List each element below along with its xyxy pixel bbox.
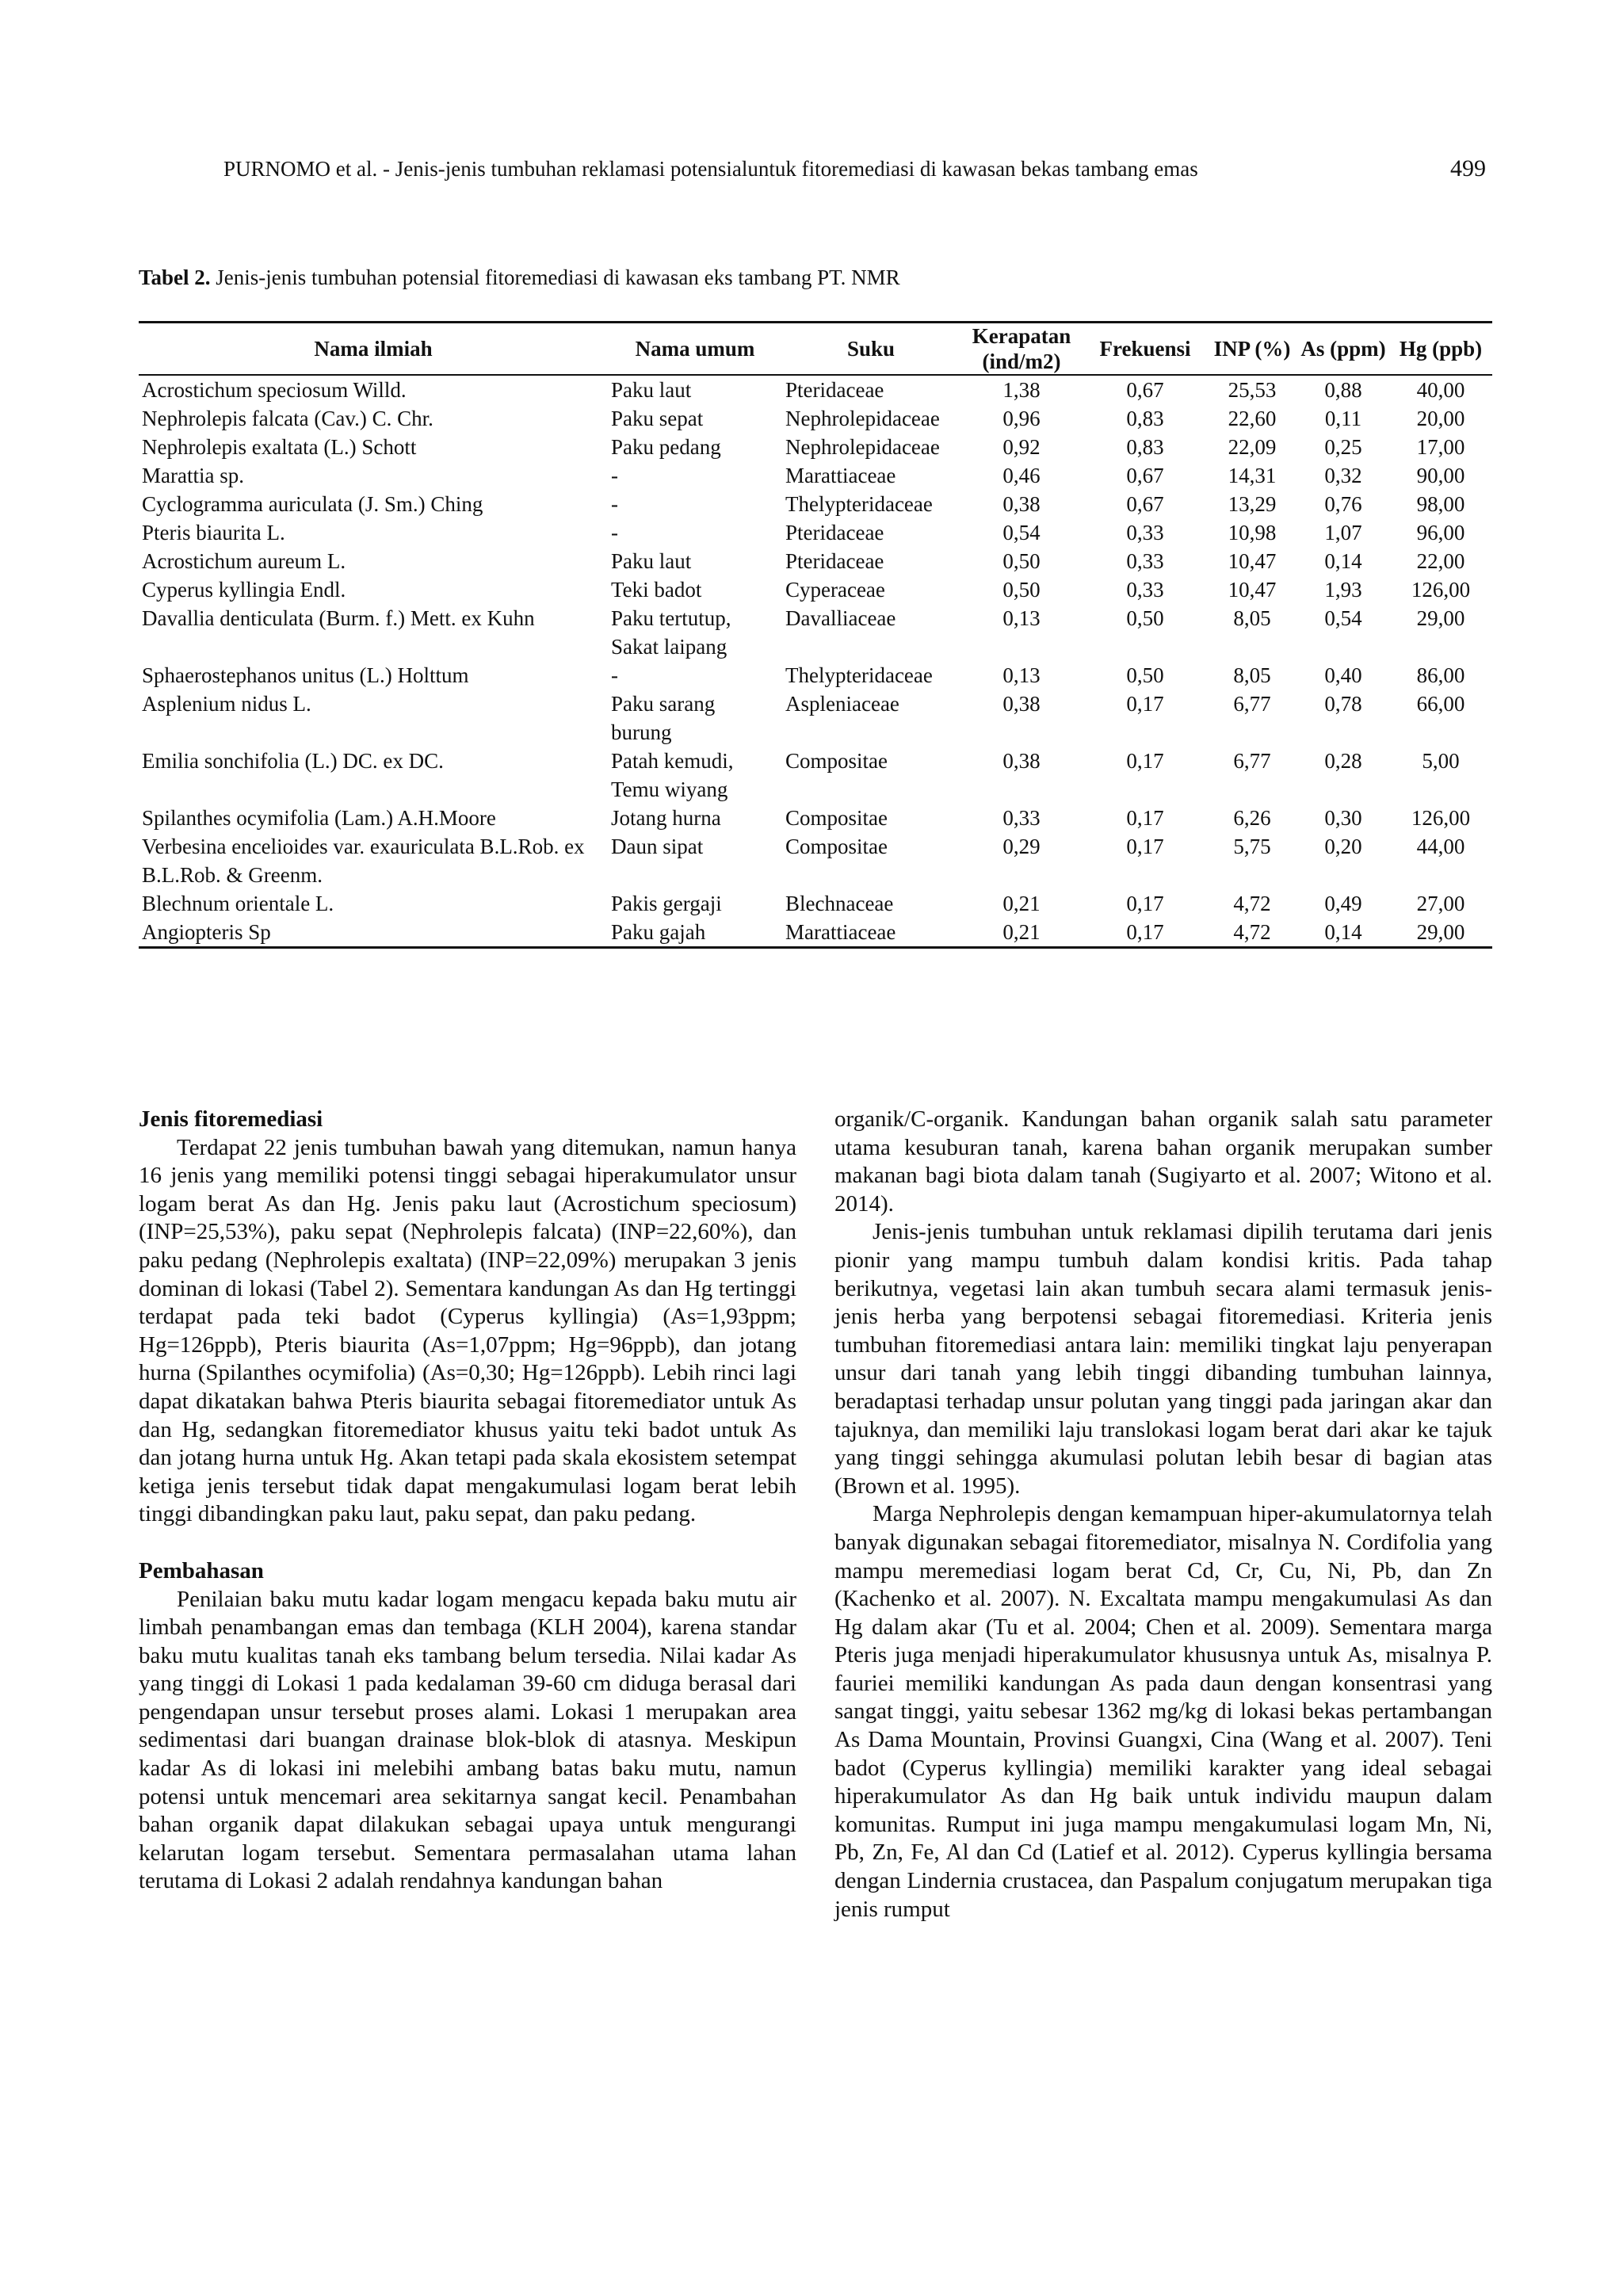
table-cell-freq: 0,33: [1126, 549, 1164, 573]
table-cell-hg: 27,00: [1416, 892, 1465, 915]
table-cell-inp: 4,72: [1233, 892, 1271, 915]
table-cell-freq: 0,67: [1126, 464, 1164, 487]
column-header: Suku: [846, 337, 896, 361]
table-cell-common: Paku tertutup, Sakat laipang: [611, 606, 731, 659]
table-cell-family: Pteridaceae: [785, 549, 884, 573]
table-cell-freq: 0,17: [1126, 692, 1164, 716]
column-header: Hg (ppb): [1399, 337, 1483, 361]
table-row: [139, 690, 1492, 747]
table-cell-freq: 0,67: [1126, 492, 1164, 516]
table-cell-name: Blechnum orientale L.: [142, 892, 334, 915]
table-cell-hg: 5,00: [1422, 749, 1460, 773]
table-cell-density: 0,46: [1002, 464, 1041, 487]
table-cell-family: Compositae: [785, 835, 888, 858]
table-cell-density: 0,33: [1002, 806, 1041, 830]
table-cell-family: Thelypteridaceae: [785, 663, 933, 687]
table-cell-inp: 14,31: [1228, 464, 1277, 487]
right-text-column: [834, 1106, 1492, 1924]
table-cell-inp: 6,77: [1233, 749, 1271, 773]
table-cell-freq: 0,50: [1126, 606, 1164, 630]
table-cell-name: Acrostichum aureum L.: [142, 549, 346, 573]
table-cell-family: Pteridaceae: [785, 378, 884, 402]
table-cell-freq: 0,17: [1126, 749, 1164, 773]
table-cell-hg: 86,00: [1416, 663, 1465, 687]
table-cell-as: 0,54: [1324, 606, 1362, 630]
table-cell-common: Paku sepat: [611, 407, 704, 430]
table-cell-family: Nephrolepidaceae: [785, 435, 940, 459]
table-cell-density: 0,38: [1002, 749, 1041, 773]
table-cell-freq: 0,17: [1126, 806, 1164, 830]
table-cell-freq: 0,33: [1126, 521, 1164, 544]
table-cell-family: Thelypteridaceae: [785, 492, 933, 516]
table-cell-as: 0,14: [1324, 920, 1362, 944]
table-row: [139, 747, 1492, 804]
table-row: [139, 889, 1492, 918]
table-cell-freq: 0,17: [1126, 920, 1164, 944]
table-cell-name: Davallia denticulata (Burm. f.) Mett. ex Kuhn: [142, 606, 535, 630]
table-cell-freq: 0,17: [1126, 835, 1164, 858]
paragraph: organik/C-organik. Kandungan bahan organik salah satu parameter utama kesuburan tanah, karena bahan organik merupakan sumber makanan bagi biota dalam tanah (Sugiyarto et al. 2007; Witono et al. 2014).: [834, 1106, 1492, 1217]
table-cell-as: 0,40: [1324, 663, 1362, 687]
table-row: [139, 375, 1492, 404]
column-header: Nama umum: [635, 337, 755, 361]
table-cell-as: 1,07: [1324, 521, 1362, 544]
page-number: 499: [1450, 155, 1486, 181]
table-cell-name: Sphaerostephanos unitus (L.) Holttum: [142, 663, 469, 687]
table-cell-density: 0,13: [1002, 663, 1041, 687]
table-cell-family: Compositae: [785, 806, 888, 830]
table-cell-density: 0,50: [1002, 549, 1041, 573]
table-row: [139, 804, 1492, 832]
column-header: As (ppm): [1300, 337, 1386, 361]
table-cell-freq: 0,83: [1126, 407, 1164, 430]
table-cell-name: Emilia sonchifolia (L.) DC. ex DC.: [142, 749, 444, 773]
table-cell-common: Paku laut: [611, 378, 692, 402]
table-cell-hg: 126,00: [1411, 806, 1471, 830]
table-cell-family: Nephrolepidaceae: [785, 407, 940, 430]
table-cell-common: Paku gajah: [611, 920, 706, 944]
column-header: Nama ilmiah: [314, 337, 433, 361]
table-cell-common: Paku laut: [611, 549, 692, 573]
table-cell-family: Aspleniaceae: [785, 692, 899, 716]
table-row: [139, 461, 1492, 490]
table-cell-family: Marattiaceae: [785, 920, 896, 944]
table-caption-text: Jenis-jenis tumbuhan potensial fitoremediasi di kawasan eks tambang PT. NMR: [210, 266, 900, 289]
table-cell-density: 0,38: [1002, 492, 1041, 516]
table-cell-density: 0,29: [1002, 835, 1041, 858]
table-cell-hg: 90,00: [1416, 464, 1465, 487]
table-cell-freq: 0,83: [1126, 435, 1164, 459]
table-cell-hg: 22,00: [1416, 549, 1465, 573]
table-cell-name: Cyclogramma auriculata (J. Sm.) Ching: [142, 492, 483, 516]
table-cell-hg: 20,00: [1416, 407, 1465, 430]
table-cell-family: Blechnaceae: [785, 892, 894, 915]
table-cell-name: Cyperus kyllingia Endl.: [142, 578, 346, 602]
table-cell-family: Marattiaceae: [785, 464, 896, 487]
table-cell-density: 0,50: [1002, 578, 1041, 602]
table-cell-density: 0,38: [1002, 692, 1041, 716]
table-cell-inp: 13,29: [1228, 492, 1277, 516]
table-cell-common: Daun sipat: [611, 835, 704, 858]
table-cell-inp: 25,53: [1228, 378, 1277, 402]
table-cell-inp: 10,47: [1228, 549, 1277, 573]
table-cell-inp: 8,05: [1233, 606, 1271, 630]
table-cell-as: 0,32: [1324, 464, 1362, 487]
table-cell-as: 0,49: [1324, 892, 1362, 915]
paragraph: Penilaian baku mutu kadar logam mengacu kepada baku mutu air limbah penambangan emas dan tembaga (KLH 2004), karena standar baku mutu kualitas tanah eks tambang belum tersedia. Nilai kadar As yang tinggi di Lokasi 1 pada kedalaman 39-60 cm diduga berasal dari pengendapan unsur tersebut proses alami. Lokasi 1 merupakan area sedimentasi dari buangan drainase blok-blok di atasnya. Meskipun kadar As di lokasi ini melebihi ambang batas baku mutu, namun potensi untuk mencemari area sekitarnya sangat kecil. Penambahan bahan organik dapat dilakukan sebagai upaya untuk mengurangi kelarutan logam tersebut. Sementara permasalahan utama lahan terutama di Lokasi 2 adalah rendahnya kandungan bahan: [139, 1586, 796, 1894]
table-cell-as: 0,25: [1324, 435, 1362, 459]
table-cell-as: 1,93: [1324, 578, 1362, 602]
left-text-column: [139, 1106, 796, 1896]
table-cell-density: 0,13: [1002, 606, 1041, 630]
table-cell-inp: 10,98: [1228, 521, 1277, 544]
table-cell-common: -: [611, 521, 618, 544]
table-cell-freq: 0,50: [1126, 663, 1164, 687]
table-cell-name: Acrostichum speciosum Willd.: [142, 378, 407, 402]
table-cell-as: 0,20: [1324, 835, 1362, 858]
table-cell-family: Compositae: [785, 749, 888, 773]
table-caption-label: Tabel 2.: [139, 266, 211, 289]
table-header-row: [139, 323, 1492, 376]
table-cell-common: Paku sarang burung: [611, 692, 716, 744]
table-cell-as: 0,88: [1324, 378, 1362, 402]
table-cell-common: Jotang hurna: [611, 806, 721, 830]
table-cell-hg: 96,00: [1416, 521, 1465, 544]
table-row: [139, 490, 1492, 518]
table-cell-freq: 0,67: [1126, 378, 1164, 402]
table-cell-common: Paku pedang: [611, 435, 721, 459]
table-cell-inp: 22,09: [1228, 435, 1277, 459]
table-cell-as: 0,28: [1324, 749, 1362, 773]
table-cell-density: 0,96: [1002, 407, 1041, 430]
running-head: PURNOMO et al. - Jenis-jenis tumbuhan reklamasi potensialuntuk fitoremediasi di kawasan bekas tambang emas: [223, 157, 1198, 181]
table-row: [139, 547, 1492, 575]
table-cell-common: -: [611, 492, 618, 516]
table-cell-inp: 6,26: [1233, 806, 1271, 830]
table-cell-density: 1,38: [1002, 378, 1041, 402]
table-cell-name: Nephrolepis exaltata (L.) Schott: [142, 435, 417, 459]
table-cell-name: Nephrolepis falcata (Cav.) C. Chr.: [142, 407, 433, 430]
table-cell-as: 0,76: [1324, 492, 1362, 516]
table-cell-as: 0,11: [1324, 407, 1362, 430]
table-caption: [139, 264, 900, 291]
table-cell-as: 0,14: [1324, 549, 1362, 573]
table-row: [139, 433, 1492, 461]
table-cell-inp: 5,75: [1233, 835, 1271, 858]
table-cell-density: 0,21: [1002, 892, 1041, 915]
table-cell-hg: 98,00: [1416, 492, 1465, 516]
table-row: [139, 575, 1492, 604]
section-heading-jenis-fitoremediasi: Jenis fitoremediasi: [139, 1106, 323, 1132]
table-row: [139, 404, 1492, 433]
table-cell-density: 0,54: [1002, 521, 1041, 544]
table-cell-density: 0,92: [1002, 435, 1041, 459]
table-cell-freq: 0,17: [1126, 892, 1164, 915]
table-cell-inp: 8,05: [1233, 663, 1271, 687]
table-body: [139, 375, 1492, 948]
table-cell-common: Teki badot: [611, 578, 702, 602]
table-cell-as: 0,78: [1324, 692, 1362, 716]
table-cell-family: Cyperaceae: [785, 578, 885, 602]
table-cell-inp: 4,72: [1233, 920, 1271, 944]
paragraph: Jenis-jenis tumbuhan untuk reklamasi dipilih terutama dari jenis pionir yang mampu tumbuh dalam kondisi kritis. Pada tahap berikutnya, vegetasi lain akan tumbuh secara alami termasuk jenis-jenis herba yang berpotensi sebagai fitoremediasi. Kriteria jenis tumbuhan fitoremediasi antara lain: memiliki tingkat laju penyerapan unsur dari tanah yang lebih tinggi dibanding tumbuhan lainnya, beradaptasi terhadap unsur polutan yang tinggi pada jaringan akar dan tajuknya, dan memiliki laju translokasi logam berat dari akar ke tajuk yang tinggi sehingga akumulasi polutan lebih besar di bagian atas (Brown et al. 1995).: [834, 1219, 1492, 1499]
paragraph: Terdapat 22 jenis tumbuhan bawah yang ditemukan, namun hanya 16 jenis yang memiliki potensi tinggi sebagai hiperakumulator unsur logam berat As dan Hg. Jenis paku laut (Acrostichum speciosum) (INP=25,53%), paku sepat (Nephrolepis falcata) (INP=22,60%), dan paku pedang (Nephrolepis exaltata) (INP=22,09%) merupakan 3 jenis dominan di lokasi (Tabel 2). Sementara kandungan As dan Hg tertinggi terdapat pada teki badot (Cyperus kyllingia) (As=1,93ppm; Hg=126ppb), Pteris biaurita (As=1,07ppm; Hg=96ppb), dan jotang hurna (Spilanthes ocymifolia) (As=0,30; Hg=126ppb). Lebih rinci lagi dapat dikatakan bahwa Pteris biaurita sebagai fitoremediator untuk As dan Hg, sedangkan fitoremediator khusus yaitu teki badot untuk As dan jotang hurna untuk Hg. Akan tetapi pada skala ekosistem setempat ketiga jenis tersebut tidak dapat mengakumulasi logam berat lebih tinggi dibandingkan paku laut, paku sepat, dan paku pedang.: [139, 1134, 796, 1527]
table-cell-name: Verbesina encelioides var. exauriculata B.L.Rob. ex B.L.Rob. & Greenm.: [142, 835, 585, 887]
table-cell-inp: 22,60: [1228, 407, 1277, 430]
table-cell-hg: 44,00: [1416, 835, 1465, 858]
table-row: [139, 661, 1492, 690]
table-row: [139, 518, 1492, 547]
table-cell-common: Patah kemudi, Temu wiyang: [611, 749, 734, 801]
table-cell-family: Davalliaceae: [785, 606, 896, 630]
table-cell-common: Pakis gergaji: [611, 892, 722, 915]
table-cell-name: Marattia sp.: [142, 464, 244, 487]
species-table: [139, 321, 1492, 949]
section-heading-pembahasan: Pembahasan: [139, 1557, 264, 1584]
column-header: Frekuensi: [1099, 337, 1191, 361]
table-cell-hg: 126,00: [1411, 578, 1471, 602]
table-cell-freq: 0,33: [1126, 578, 1164, 602]
table-cell-as: 0,30: [1324, 806, 1362, 830]
column-header: INP (%): [1213, 337, 1291, 361]
table-cell-name: Spilanthes ocymifolia (Lam.) A.H.Moore: [142, 806, 496, 830]
table-cell-common: -: [611, 663, 618, 687]
table-cell-inp: 10,47: [1228, 578, 1277, 602]
paragraph: Marga Nephrolepis dengan kemampuan hiper-akumulatornya telah banyak digunakan sebagai fitoremediator, misalnya N. Cordifolia yang mampu meremediasi logam berat Cd, Cr, Cu, Ni, Pb, dan Zn (Kachenko et al. 2007). N. Excaltata mampu mengakumulasi As dan Hg dalam akar (Tu et al. 2004; Chen et al. 2009). Sementara marga Pteris juga menjadi hiperakumulator khususnya untuk As, misalnya P. fauriei memiliki kandungan As pada daun dengan konsentrasi yang sangat tinggi, yaitu sebesar 1362 mg/kg di lokasi bekas pertambangan As Dama Mountain, Provinsi Guangxi, Cina (Wang et al. 2007). Teni badot (Cyperus kyllingia) memiliki karakter yang ideal sebagai hiperakumulator As dan Hg baik untuk individu maupun dalam komunitas. Rumput ini juga mampu mengakumulasi logam Mn, Ni, Pb, Zn, Fe, Al dan Cd (Latief et al. 2012). Cyperus kyllingia bersama dengan Lindernia crustacea, dan Paspalum conjugatum merupakan tiga jenis rumput: [834, 1501, 1492, 1922]
table-row: [139, 832, 1492, 889]
table-cell-name: Asplenium nidus L.: [142, 692, 311, 716]
table-cell-density: 0,21: [1002, 920, 1041, 944]
table-cell-inp: 6,77: [1233, 692, 1271, 716]
table-cell-hg: 29,00: [1416, 920, 1465, 944]
table-cell-hg: 17,00: [1416, 435, 1465, 459]
table-cell-name: Angiopteris Sp: [142, 920, 271, 944]
table-cell-name: Pteris biaurita L.: [142, 521, 285, 544]
column-header: Kerapatan (ind/m2): [972, 324, 1071, 373]
table-row: [139, 918, 1492, 948]
table-cell-hg: 66,00: [1416, 692, 1465, 716]
table-cell-hg: 29,00: [1416, 606, 1465, 630]
table-cell-family: Pteridaceae: [785, 521, 884, 544]
table-cell-common: -: [611, 464, 618, 487]
table-cell-hg: 40,00: [1416, 378, 1465, 402]
table-row: [139, 604, 1492, 661]
